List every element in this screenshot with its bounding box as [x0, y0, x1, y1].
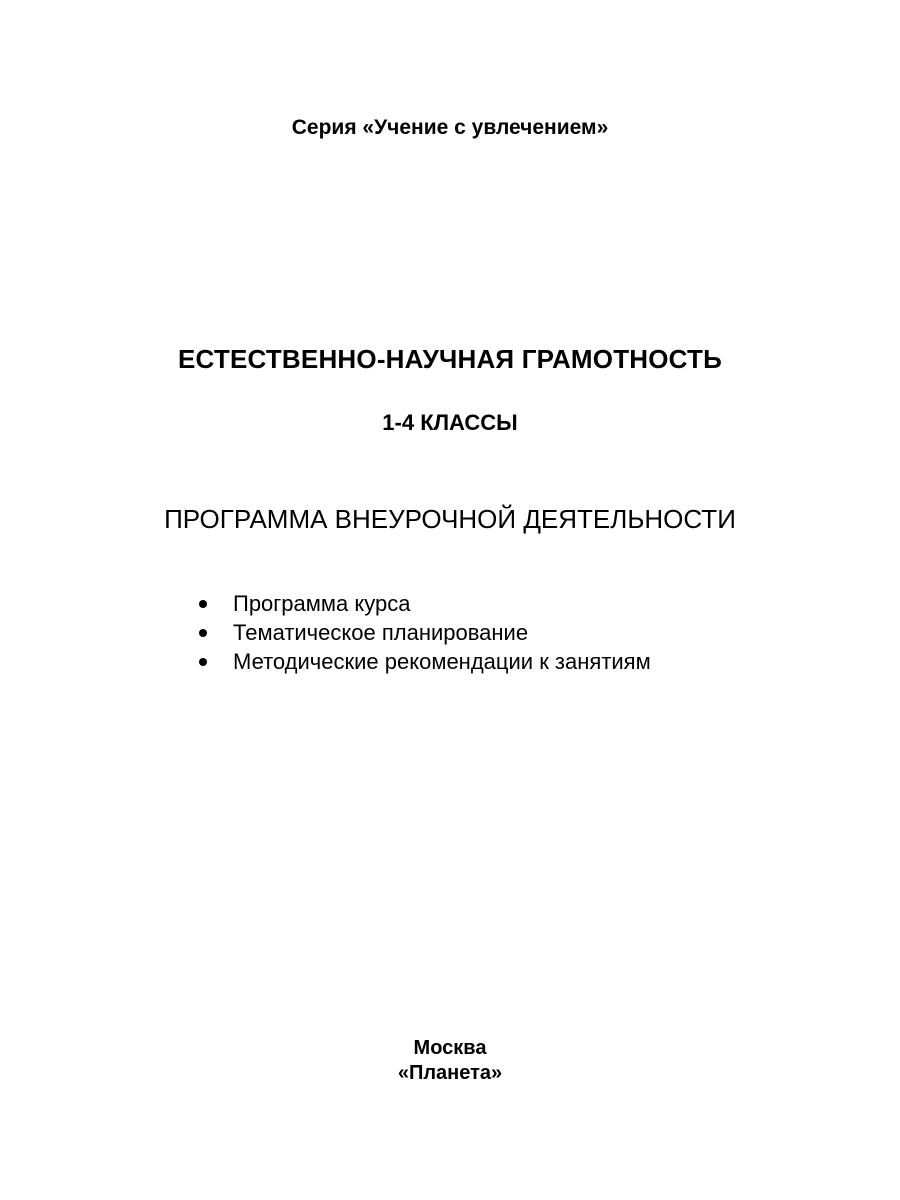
book-title: ЕСТЕСТВЕННО-НАУЧНАЯ ГРАМОТНОСТЬ [178, 344, 722, 374]
contents-list [194, 589, 651, 676]
contents-item [194, 618, 651, 647]
contents-item-label: Методические рекомендации к занятиям [233, 649, 651, 674]
book-subtitle: ПРОГРАММА ВНЕУРОЧНОЙ ДЕЯТЕЛЬНОСТИ [164, 504, 736, 534]
contents-item-label: Тематическое планирование [233, 620, 529, 645]
publisher-block [0, 1036, 900, 1086]
bullet-icon [199, 658, 207, 666]
bullet-icon [199, 600, 207, 608]
contents-item-label: Программа курса [233, 591, 411, 616]
grade-range: 1-4 КЛАССЫ [382, 410, 518, 435]
publisher-city: Москва [413, 1037, 487, 1059]
publisher-name: «Планета» [397, 1062, 503, 1084]
contents-item [194, 589, 651, 618]
series-title: Серия «Учение с увлечением» [291, 116, 609, 139]
bullet-icon [199, 629, 207, 637]
contents-item [194, 647, 651, 676]
